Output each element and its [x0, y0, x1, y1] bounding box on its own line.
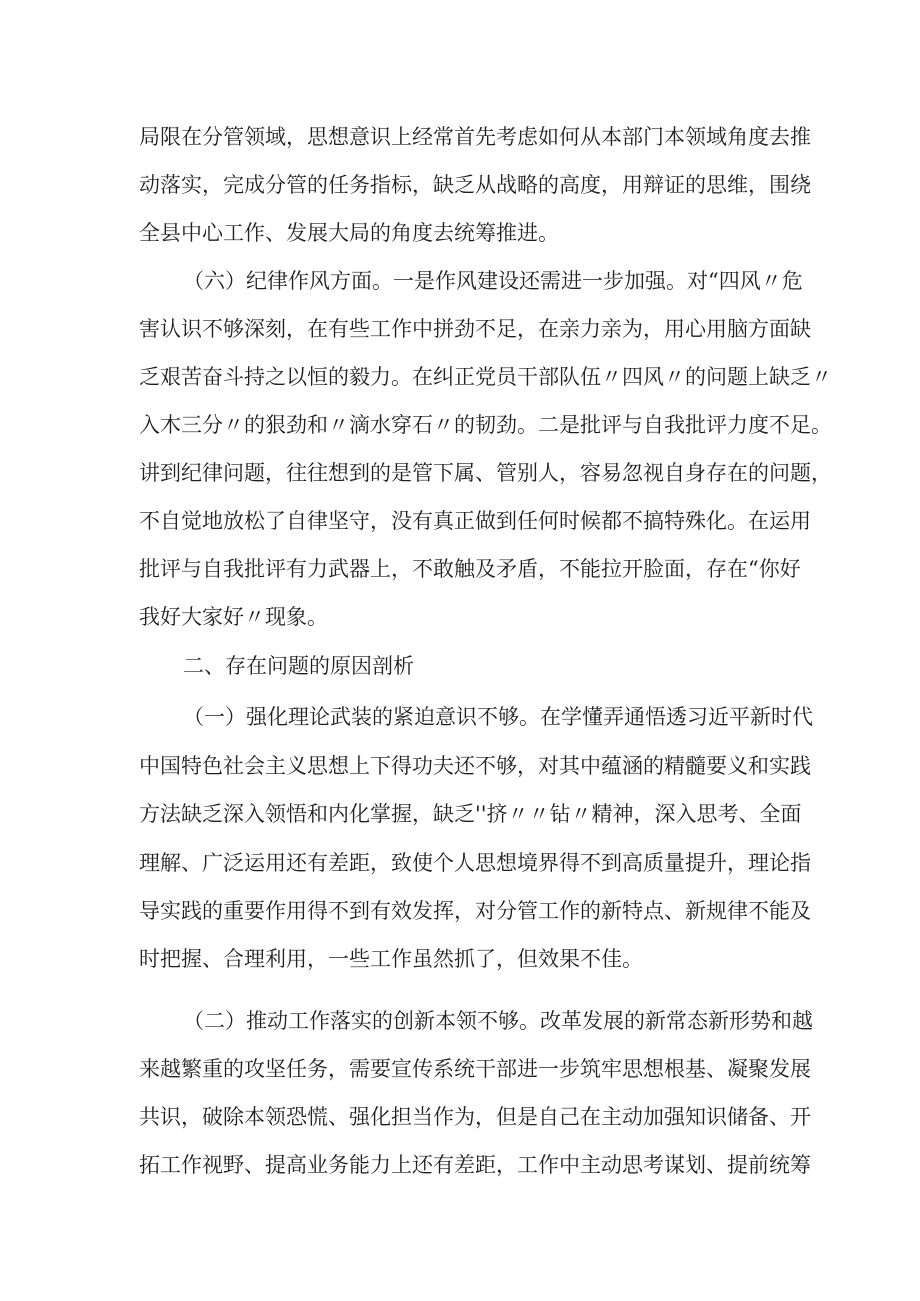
- paragraph-line: 来越繁重的攻坚任务，需要宣传系统干部进一步筑牢思想根基、凝聚发展: [139, 1057, 811, 1081]
- paragraph-line: 拓工作视野、提高业务能力上还有差距，工作中主动思考谋划、提前统筹: [139, 1153, 811, 1177]
- paragraph-line: 批评与自我批评有力武器上，不敢触及矛盾，不能拉开脸面，存在“你好: [139, 557, 801, 581]
- paragraph-line: 方法缺乏深入领悟和内化掌握，缺乏''挤〃〃钻〃精神，深入思考、全面: [139, 802, 802, 826]
- paragraph-line: 理解、广泛运用还有差距，致使个人思想境界得不到高质量提升，理论指: [139, 851, 811, 875]
- paragraph-line: 不自觉地放松了自律坚守，没有真正做到任何时候都不搞特殊化。在运用: [139, 509, 811, 533]
- paragraph-line: 讲到纪律问题，往往想到的是管下属、管别人，容易忽视自身存在的问题，: [139, 461, 832, 485]
- paragraph-line: 共识，破除本领恐慌、强化担当作为，但是自己在主动加强知识储备、开: [139, 1105, 811, 1129]
- section-heading: 二、存在问题的原因剖析: [183, 654, 414, 678]
- paragraph-line: 导实践的重要作用得不到有效发挥，对分管工作的新特点、新规律不能及: [139, 899, 811, 923]
- paragraph-line: 局限在分管领域，思想意识上经常首先考虑如何从本部门本领域角度去推: [139, 125, 811, 149]
- paragraph-line: 时把握、合理利用，一些工作虽然抓了，但效果不佳。: [139, 947, 643, 971]
- paragraph-line: （一）强化理论武装的紧迫意识不够。在学懂弄通悟透习近平新时代: [183, 705, 813, 729]
- paragraph-line: 害认识不够深刻，在有些工作中拼劲不足，在亲力亲为，用心用脑方面缺: [139, 317, 811, 341]
- paragraph-line: 乏艰苦奋斗持之以恒的毅力。在纠正党员干部队伍〃四风〃的问题上缺乏〃: [139, 365, 832, 389]
- paragraph-line: 全县中心工作、发展大局的角度去统筹推进。: [139, 221, 559, 245]
- paragraph-line: 中国特色社会主义思想上下得功夫还不够，对其中蕴涵的精髓要义和实践: [139, 754, 811, 778]
- paragraph-line: 我好大家好〃现象。: [139, 605, 328, 629]
- paragraph-line: （六）纪律作风方面。一是作风建设还需进一步加强。对“四风〃危: [183, 269, 803, 293]
- paragraph-line: （二）推动工作落实的创新本领不够。改革发展的新常态新形势和越: [183, 1009, 813, 1033]
- paragraph-line: 动落实，完成分管的任务指标，缺乏从战略的高度，用辩证的思维，围绕: [139, 173, 811, 197]
- paragraph-line: 入木三分〃的狠劲和〃滴水穿石〃的韧劲。二是批评与自我批评力度不足。: [139, 413, 832, 437]
